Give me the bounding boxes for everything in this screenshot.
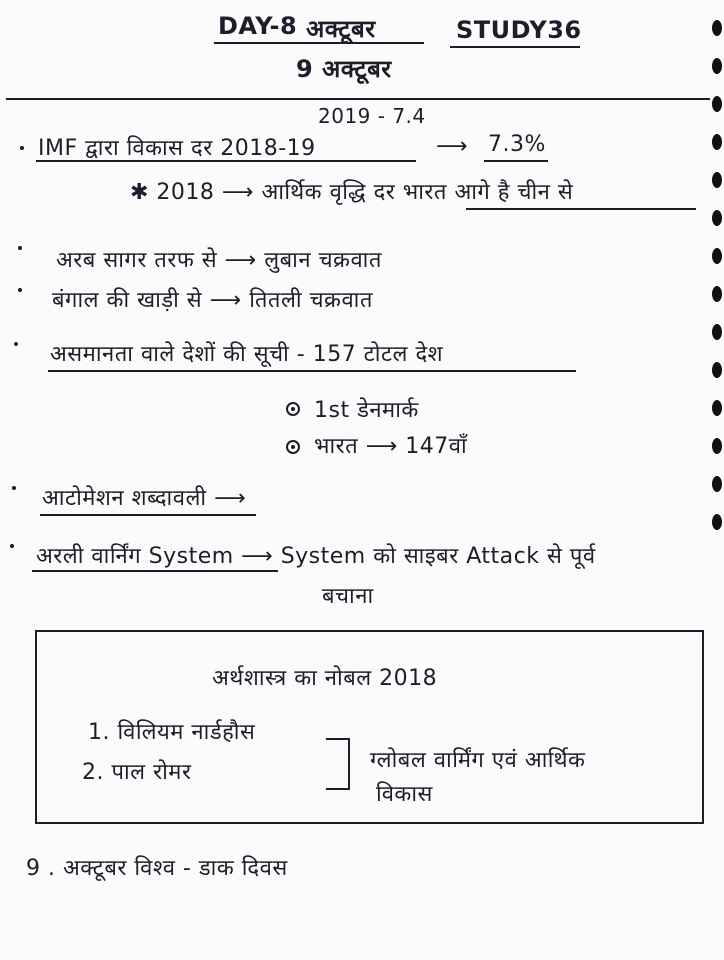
bullet-dot (20, 146, 24, 150)
postal-day-note: 9 . अक्टूबर विश्व - डाक दिवस (26, 856, 288, 881)
arab-sea-note: अरब सागर तरफ से ⟶ लुबान चक्रवात (56, 248, 382, 273)
bullet-dot (18, 288, 22, 292)
inequality-underline (48, 370, 576, 372)
date-line: 9 अक्टूबर (296, 55, 392, 83)
circle-bullet (286, 440, 300, 454)
early-warning-underline (32, 570, 278, 572)
bullet-dot (12, 486, 16, 490)
growth-underline (466, 208, 696, 210)
imf-2019-value: 2019 - 7.4 (318, 104, 426, 128)
inequality-india: भारत ⟶ 147वाँ (314, 434, 468, 459)
brand-underline (450, 46, 580, 48)
imf-underline (36, 160, 416, 162)
brand-label: STUDY36 (456, 16, 582, 44)
bengal-bay-note: बंगाल की खाड़ी से ⟶ तितली चक्रवात (52, 288, 373, 313)
bullet-dot (18, 246, 22, 250)
imf-text: IMF द्वारा विकास दर 2018-19 (38, 136, 316, 161)
inequality-first: 1st डेनमार्क (314, 398, 419, 423)
header-divider (6, 98, 710, 100)
early-warning-note: अरली वार्निंग System ⟶ System को साइबर Attack से पूर्व (36, 544, 596, 569)
early-warning-cont: बचाना (322, 584, 374, 609)
nobel-topic-1: ग्लोबल वार्मिंग एवं आर्थिक (370, 748, 586, 773)
bullet-dot (10, 544, 14, 548)
imf-rate-underline (484, 160, 548, 162)
imf-rate: 7.3% (488, 132, 546, 157)
bullet-dot (14, 342, 18, 346)
day-label: DAY-8 (218, 12, 298, 40)
imf-arrow: ⟶ (436, 134, 469, 159)
inequality-note: असमानता वाले देशों की सूची - 157 टोटल देश (50, 342, 444, 367)
nobel-winner-1: 1. विलियम नार्डहौस (88, 720, 256, 745)
automation-underline (40, 514, 256, 516)
automation-note: आटोमेशन शब्दावली ⟶ (42, 486, 247, 511)
nobel-title: अर्थशास्त्र का नोबल 2018 (212, 666, 438, 691)
month-label: अक्टूबर (306, 15, 376, 43)
circle-bullet (286, 402, 300, 416)
bracket (326, 738, 350, 790)
spiral-binding (710, 0, 724, 960)
growth-note: ✱ 2018 ⟶ आर्थिक वृद्धि दर भारत आगे है चीन से (130, 180, 574, 205)
nobel-winner-2: 2. पाल रोमर (82, 760, 192, 785)
header-underline (214, 42, 424, 44)
nobel-topic-2: विकास (376, 782, 433, 807)
